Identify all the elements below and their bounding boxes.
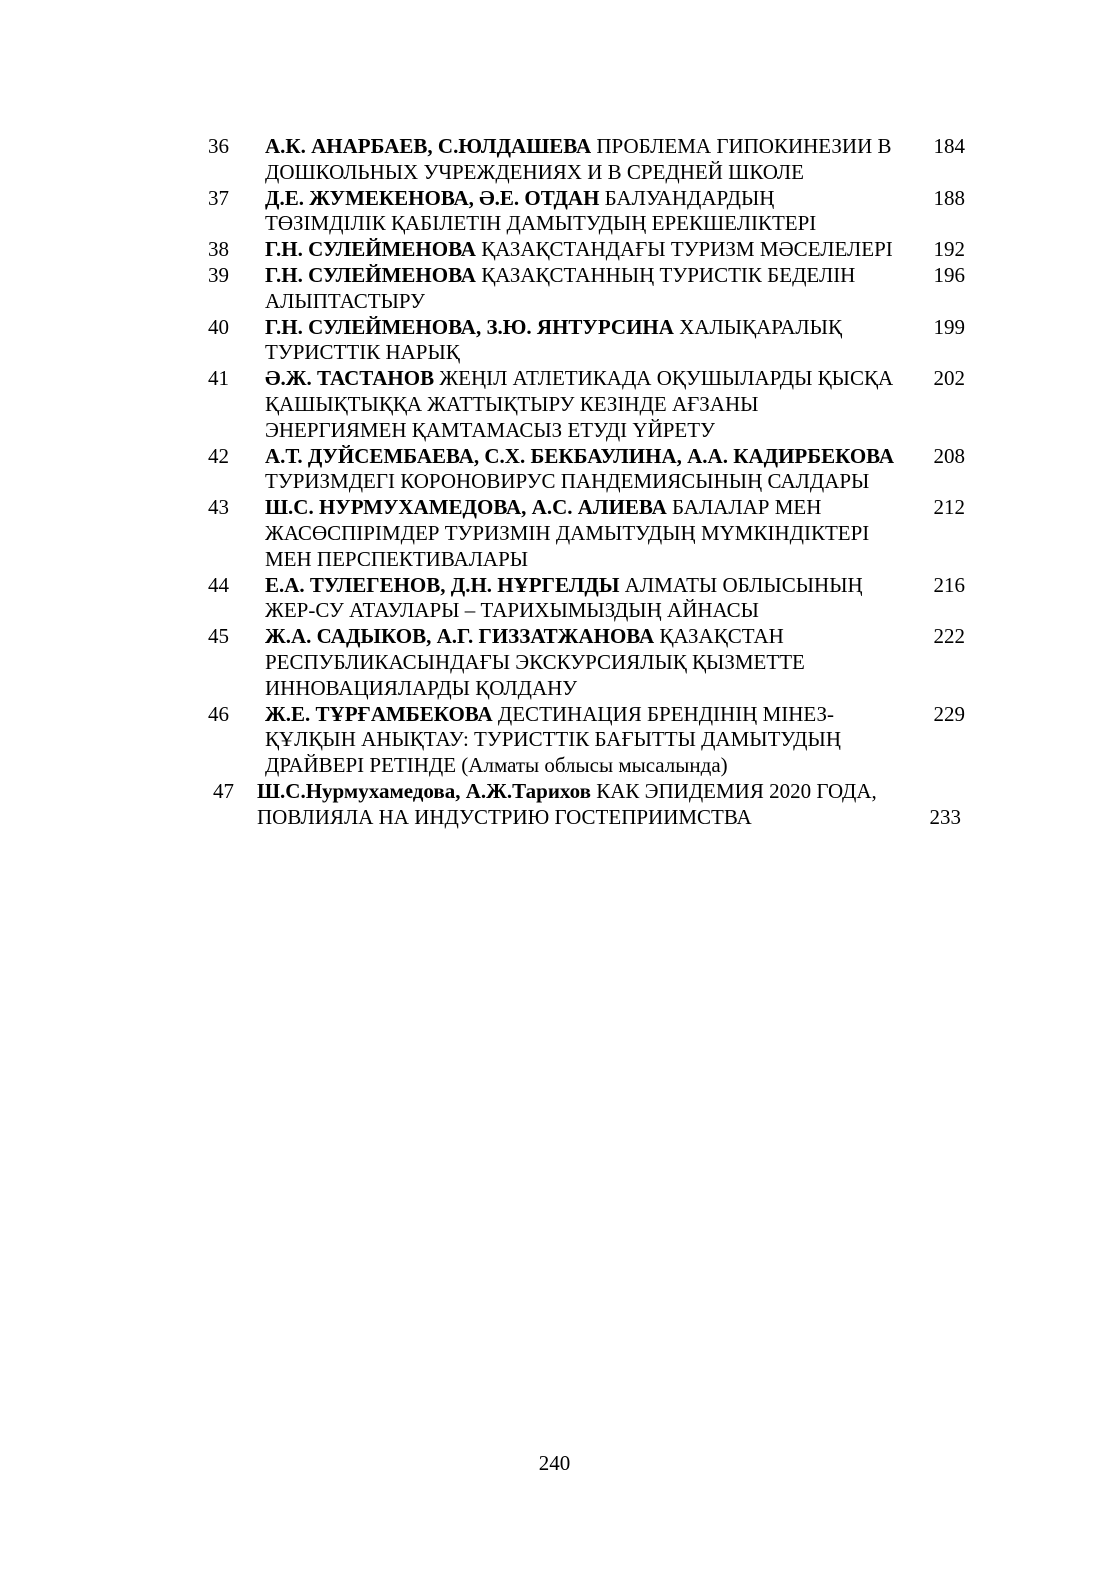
toc-entry [205, 624, 965, 701]
entry-text [265, 444, 897, 496]
toc-entry [205, 263, 965, 315]
entry-page: 202 [933, 366, 965, 391]
entry-page: 196 [933, 262, 965, 287]
toc-entry [205, 134, 965, 186]
toc-entry [205, 702, 965, 779]
toc-entry [205, 779, 965, 831]
page-number: 240 [538, 1451, 571, 1475]
entry-number: 43 [208, 495, 229, 520]
entry-title: КАК ЭПИДЕМИЯ 2020 ГОДА, ПОВЛИЯЛА НА ИНДУСТРИЮ ГОСТЕПРИИМСТВА [257, 778, 877, 829]
entry-title: ЖЕҢІЛ АТЛЕТИКАДА ОҚУШЫЛАРДЫ ҚЫСҚА ҚАШЫҚТЫҚҚА ЖАТТЫҚТЫРУ КЕЗІНДЕ АҒЗАНЫ ЭНЕРГИЯМЕН ҚАМТАМАСЫЗ ЕТУДІ ҮЙРЕТУ [265, 366, 894, 442]
entry-number: 42 [208, 443, 229, 468]
entry-text [265, 237, 897, 263]
entry-authors: Ж.А. САДЫКОВ, А.Г. ГИЗЗАТЖАНОВА [265, 624, 655, 649]
entry-authors: Г.Н. СУЛЕЙМЕНОВА [265, 262, 476, 287]
entry-number: 44 [208, 572, 229, 597]
toc-entry [205, 495, 965, 572]
toc-entry [205, 573, 965, 625]
entry-text [265, 624, 897, 701]
toc-entry [205, 237, 965, 263]
entry-title: ПРОБЛЕМА ГИПОКИНЕЗИИ В ДОШКОЛЬНЫХ УЧРЕЖДЕНИЯХ И В СРЕДНЕЙ ШКОЛЕ [265, 134, 892, 184]
entry-title: ҚАЗАҚСТАНДАҒЫ ТУРИЗМ МӘСЕЛЕЛЕРІ [475, 237, 893, 262]
entry-authors: Ш.С.Нурмухамедова, А.Ж.Тарихов [257, 778, 591, 803]
entry-authors: Ж.Е. ТҰРҒАМБЕКОВА [265, 701, 493, 726]
entry-text [265, 495, 897, 572]
entry-authors: А.К. АНАРБАЕВ, С.ЮЛДАШЕВА [265, 134, 592, 158]
entry-text [265, 186, 897, 238]
entry-page: 229 [933, 701, 965, 726]
entry-title: БАЛАЛАР МЕН ЖАСӨСПІРІМДЕР ТУРИЗМІН ДАМЫТУДЫҢ МҮМКІНДІКТЕРІ МЕН ПЕРСПЕКТИВАЛАРЫ [265, 495, 870, 571]
entry-authors: Е.А. ТУЛЕГЕНОВ, Д.Н. НҰРГЕЛДЫ [265, 572, 620, 597]
entry-authors: Г.Н. СУЛЕЙМЕНОВА, З.Ю. ЯНТУРСИНА [265, 314, 674, 339]
toc-entry [205, 315, 965, 367]
entry-text [265, 263, 897, 315]
entry-title: ДЕСТИНАЦИЯ БРЕНДІНІҢ МІНЕЗ-ҚҰЛҚЫН АНЫҚТАУ: ТУРИСТТІК БАҒЫТТЫ ДАМЫТУДЫҢ ДРАЙВЕРІ РЕТІНДЕ (Алматы облысы мысалында) [265, 701, 841, 778]
entry-text [265, 702, 897, 779]
entry-number: 36 [208, 134, 229, 158]
entry-text [265, 573, 897, 625]
entry-text [265, 134, 897, 186]
entry-authors: Ә.Ж. ТАСТАНОВ [265, 366, 435, 391]
toc-entry [205, 186, 965, 238]
entry-number: 37 [208, 185, 229, 210]
entry-page: 233 [929, 804, 961, 829]
entry-page: 212 [933, 495, 965, 520]
entry-authors: Ш.С. НУРМУХАМЕДОВА, А.С. АЛИЕВА [265, 495, 667, 520]
entry-title: АЛМАТЫ ОБЛЫСЫНЫҢ ЖЕР-СУ АТАУЛАРЫ – ТАРИХЫМЫЗДЫҢ АЙНАСЫ [265, 572, 863, 623]
entry-number: 40 [208, 314, 229, 339]
entry-title: БАЛУАНДАРДЫҢ ТӨЗІМДІЛІК ҚАБІЛЕТІН ДАМЫТУДЫҢ ЕРЕКШЕЛІКТЕРІ [265, 185, 817, 236]
entry-page: 184 [933, 134, 965, 158]
entry-text [265, 315, 897, 367]
entry-text [257, 779, 897, 831]
entry-text [265, 366, 897, 443]
entry-title: ХАЛЫҚАРАЛЫҚ ТУРИСТТІК НАРЫҚ [265, 314, 842, 365]
entry-page: 222 [933, 624, 965, 649]
entry-number: 41 [208, 366, 229, 391]
toc-entry [205, 444, 965, 496]
entry-number: 47 [213, 778, 234, 803]
entry-number: 39 [208, 262, 229, 287]
table-of-contents [205, 134, 965, 831]
entry-page: 199 [933, 314, 965, 339]
entry-page: 216 [933, 572, 965, 597]
entry-title: ҚАЗАҚСТАННЫҢ ТУРИСТІК БЕДЕЛІН АЛЫПТАСТЫРУ [265, 262, 856, 313]
entry-page: 188 [933, 185, 965, 210]
entry-authors: Д.Е. ЖУМЕКЕНОВА, Ә.Е. ОТДАН [265, 185, 600, 210]
entry-title: ТУРИЗМДЕГІ КОРОНОВИРУС ПАНДЕМИЯСЫНЫҢ САЛДАРЫ [265, 469, 870, 494]
entry-number: 45 [208, 624, 229, 649]
entry-page: 192 [933, 237, 965, 262]
entry-authors: А.Т. ДУЙСЕМБАЕВА, С.Х. БЕКБАУЛИНА, А.А. КАДИРБЕКОВА [265, 443, 895, 468]
toc-entry [205, 366, 965, 443]
entry-authors: Г.Н. СУЛЕЙМЕНОВА [265, 237, 476, 262]
entry-number: 38 [208, 237, 229, 262]
entry-page: 208 [933, 443, 965, 468]
entry-title: ҚАЗАҚСТАН РЕСПУБЛИКАСЫНДАҒЫ ЭКСКУРСИЯЛЫҚ ҚЫЗМЕТТЕ ИННОВАЦИЯЛАРДЫ ҚОЛДАНУ [265, 624, 805, 700]
entry-number: 46 [208, 701, 229, 726]
